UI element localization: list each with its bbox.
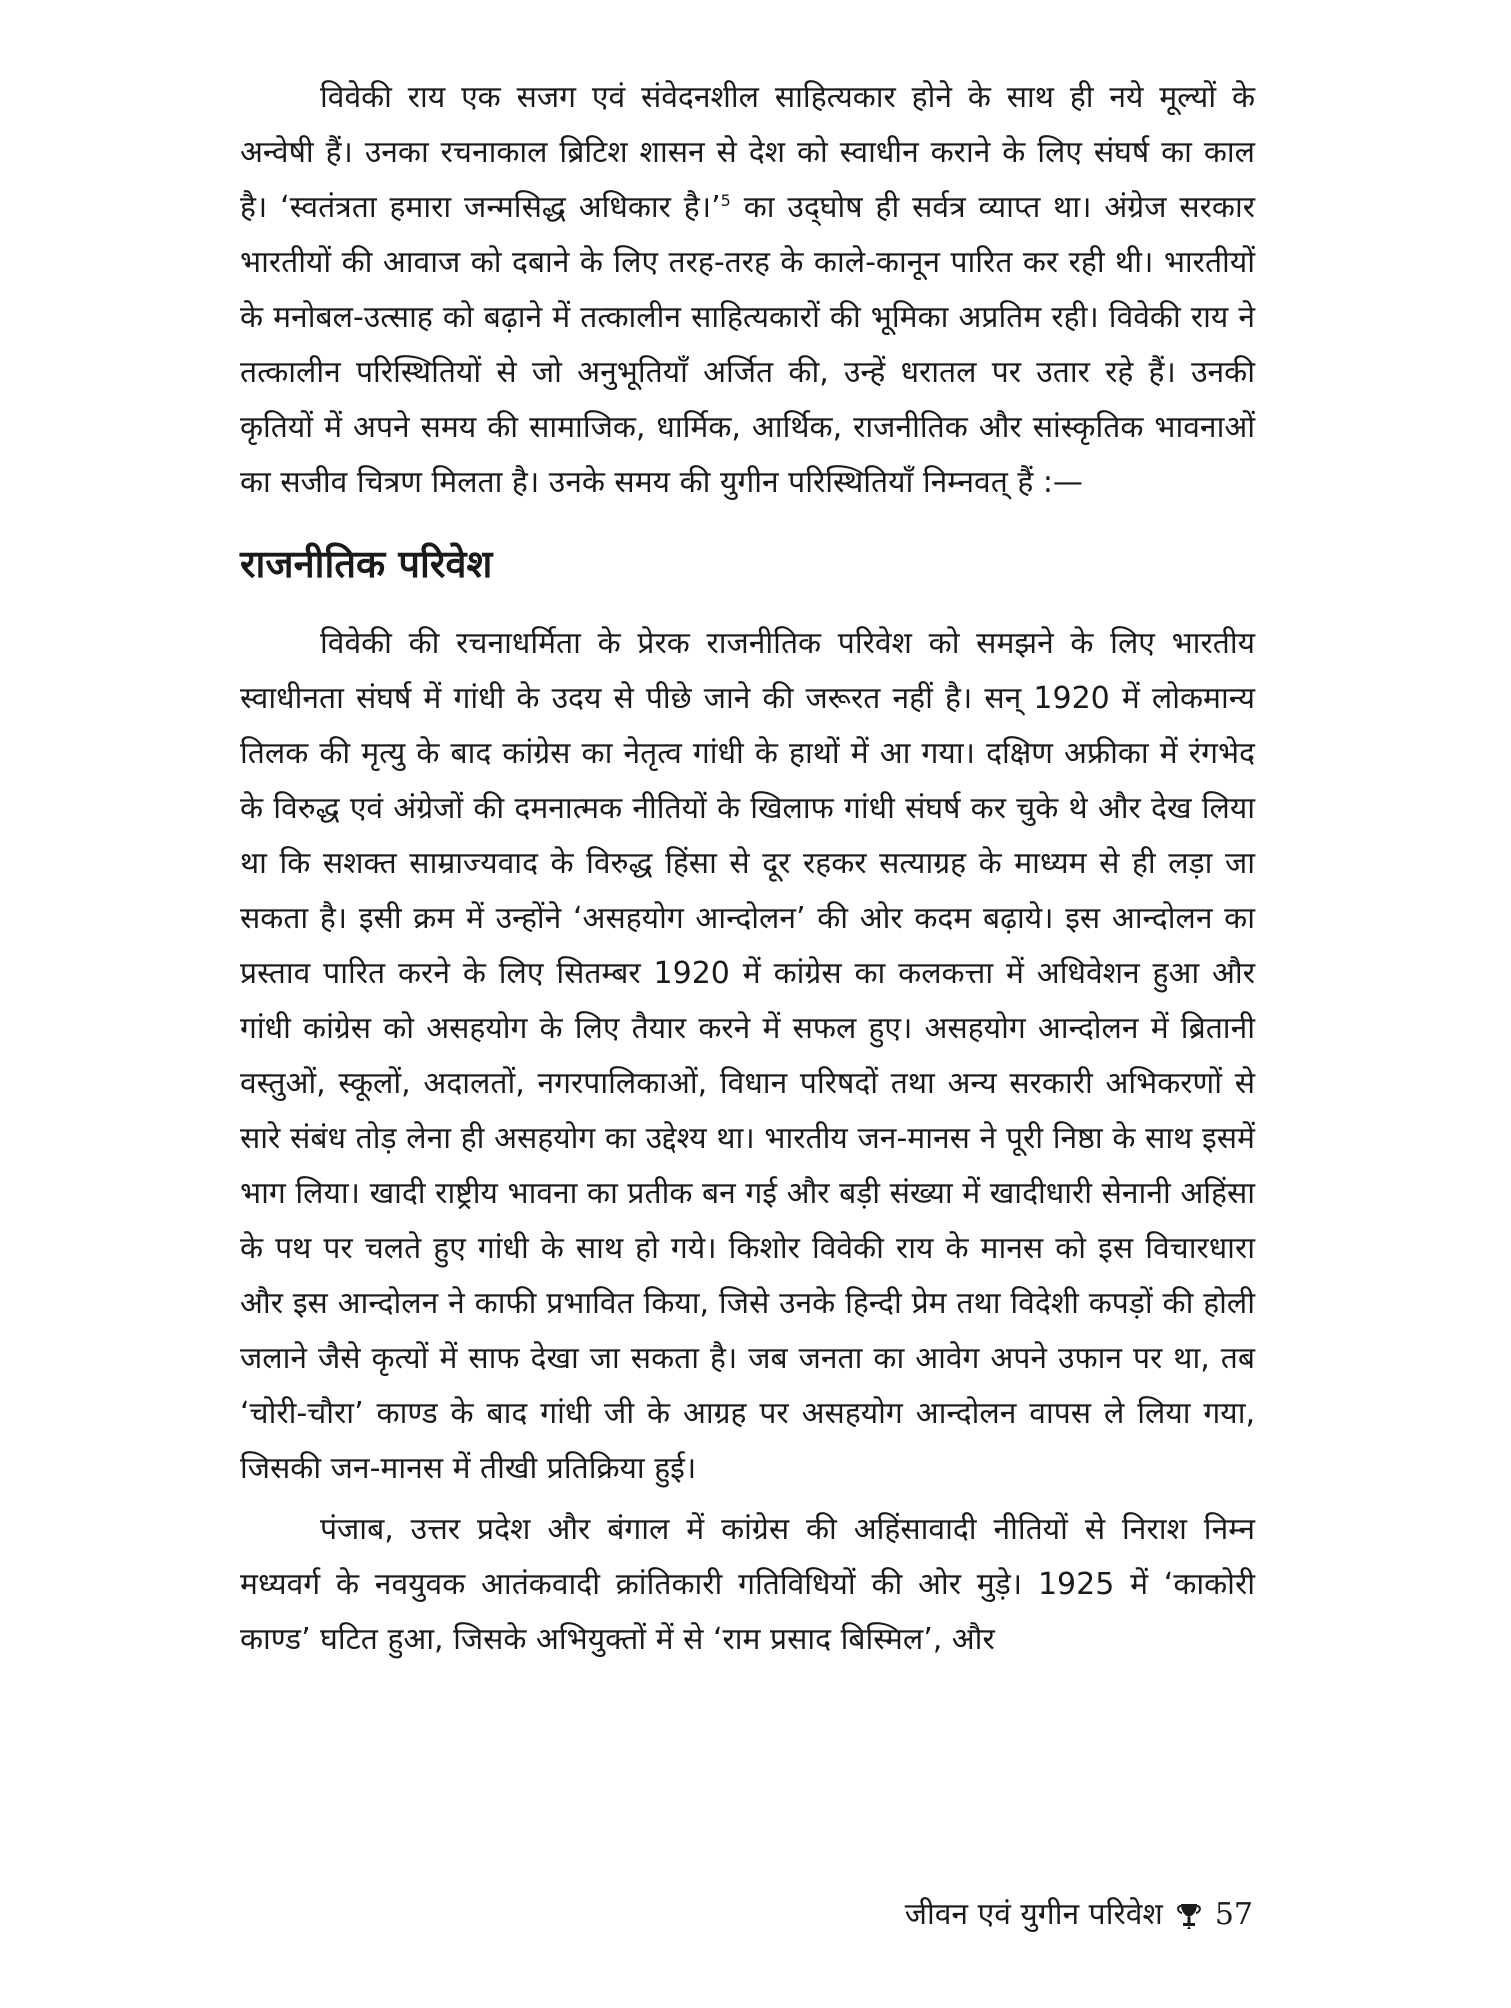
trophy-ornament-icon xyxy=(1177,1901,1201,1929)
page-body xyxy=(240,70,1255,1667)
page-footer xyxy=(905,1895,1253,1935)
intro-text-after-ref: का उद्‌घोष ही सर्वत्र व्याप्त था। अंग्रेज सरकार भारतीयों की आवाज को दबाने के लिए तरह-तरह के काले-कानून पारित कर रही थी। भारतीयों के मनोबल-उत्साह को बढ़ाने में तत्कालीन साहित्यकारों की भूमिका अप्रतिम रही। विवेकी राय ने तत्कालीन परिस्थितियों से जो अनुभूतियाँ अर्जित की, उन्हें धरातल पर उतार रहे हैं। उनकी कृतियों में अपने समय की सामाजिक, धार्मिक, आर्थिक, राजनीतिक और सांस्कृतिक भावनाओं का सजीव चित्रण मिलता है। उनके समय की युगीन परिस्थितियाँ निम्नवत्‌ हैं :— xyxy=(240,190,1255,500)
intro-paragraph xyxy=(240,70,1255,510)
intro-text-before-ref: विवेकी राय एक सजग एवं संवेदनशील साहित्यकार होने के साथ ही नये मूल्यों के अन्वेषी हैं। उनका रचनाकाल ब्रिटिश शासन से देश को स्वाधीन कराने के लिए संघर्ष का काल है। ‘स्वतंत्रता हमारा जन्मसिद्ध अधिकार है।’ xyxy=(240,80,1255,225)
section-paragraph-1: विवेकी की रचनाधर्मिता के प्रेरक राजनीतिक परिवेश को समझने के लिए भारतीय स्वाधीनता संघर्ष में गांधी के उदय से पीछे जाने की जरूरत नहीं है। सन्‌ 1920 में लोकमान्य तिलक की मृत्यु के बाद कांग्रेस का नेतृत्व गांधी के हाथों में आ गया। दक्षिण अफ्रीका में रंगभेद के विरुद्ध एवं अंग्रेजों की दमनात्मक नीतियों के खिलाफ गांधी संघर्ष कर चुके थे और देख लिया था कि सशक्त साम्राज्यवाद के विरुद्ध हिंसा से दूर रहकर सत्याग्रह के माध्यम से ही लड़ा जा सकता है। इसी क्रम में उन्होंने ‘असहयोग आन्दोलन’ की ओर कदम बढ़ाये। इस आन्दोलन का प्रस्ताव पारित करने के लिए सितम्बर 1920 में कांग्रेस का कलकत्ता में अधिवेशन हुआ और गांधी कांग्रेस को असहयोग के लिए तैयार करने में सफल हुए। असहयोग आन्दोलन में ब्रितानी वस्तुओं, स्कूलों, अदालतों, नगरपालिकाओं, विधान परिषदों तथा अन्य सरकारी अभिकरणों से सारे संबंध तोड़ लेना ही असहयोग का उद्देश्य था। भारतीय जन-मानस ने पूरी निष्ठा के साथ इसमें भाग लिया। खादी राष्ट्रीय भावना का प्रतीक बन गई और बड़ी संख्या में खादीधारी सेनानी अहिंसा के पथ पर चलते हुए गांधी के साथ हो गये। किशोर विवेकी राय के मानस को इस विचारधारा और इस आन्दोलन ने काफी प्रभावित किया, जिसे उनके हिन्दी प्रेम तथा विदेशी कपड़ों की होली जलाने जैसे कृत्यों में साफ देखा जा सकता है। जब जनता का आवेग अपने उफान पर था, तब ‘चोरी-चौरा’ काण्ड के बाद गांधी जी के आग्रह पर असहयोग आन्दोलन वापस ले लिया गया, जिसकी जन-मानस में तीखी प्रतिक्रिया हुई। xyxy=(240,626,1255,1486)
footnote-ref[interactable]: 5 xyxy=(720,191,731,210)
section-paragraph-2: पंजाब, उत्तर प्रदेश और बंगाल में कांग्रेस की अहिंसावादी नीतियों से निराश निम्न मध्यवर्ग के नवयुवक आतंकवादी क्रांतिकारी गतिविधियों की ओर मुड़े। 1925 में ‘काकोरी काण्ड’ घटित हुआ, जिसके अभियुक्तों में से ‘राम प्रसाद बिस्मिल’, और xyxy=(240,1512,1255,1657)
running-title: जीवन एवं युगीन परिवेश xyxy=(904,1897,1163,1932)
section-heading: राजनीतिक परिवेश xyxy=(240,542,493,586)
page-number: 57 xyxy=(1214,1897,1253,1932)
